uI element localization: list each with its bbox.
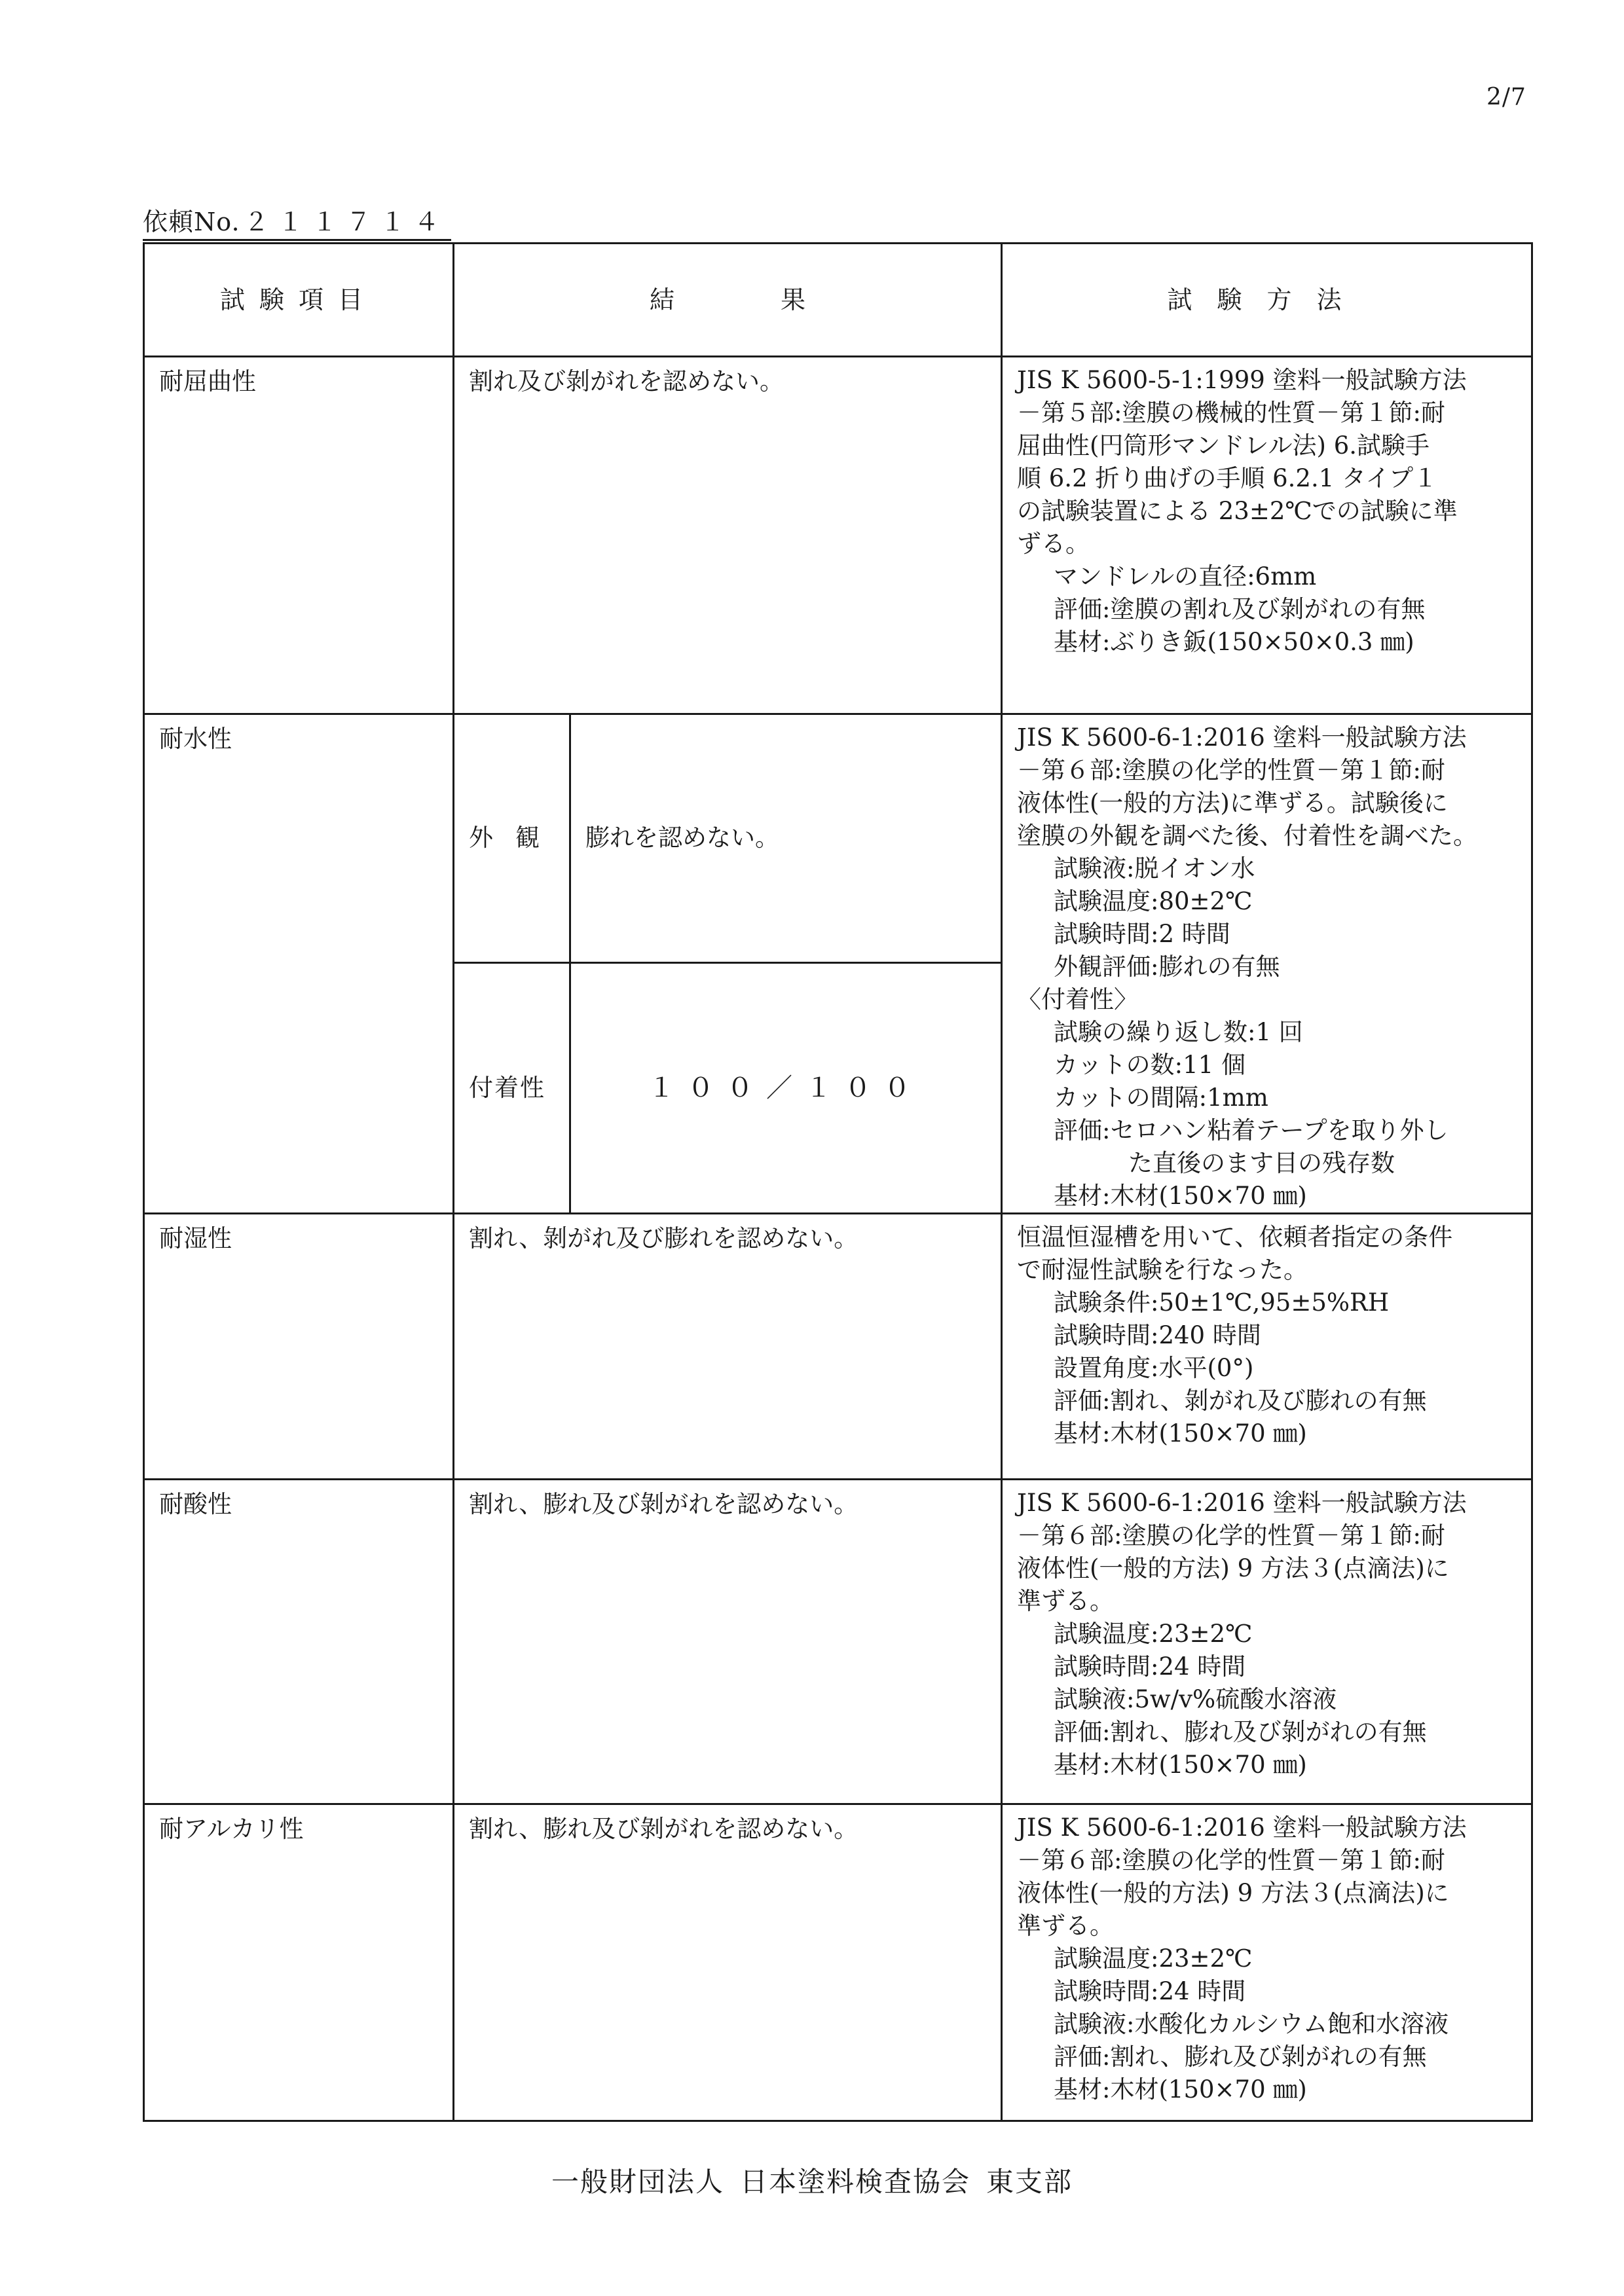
footer-branch: 東支部 (986, 2166, 1073, 2198)
method-line: JIS K 5600-5-1:1999 塗料一般試験方法 (1017, 366, 1467, 394)
method-param: 基材:木材(150×70 ㎜) (1054, 1751, 1307, 1779)
method-line: ずる。 (1017, 530, 1090, 558)
header-test-method: 試験方法 (1002, 244, 1532, 357)
method-param: 試験液:水酸化カルシウム飽和水溶液 (1054, 2010, 1449, 2038)
method-line: 塗膜の外観を調べた後、付着性を調べた。 (1017, 822, 1477, 850)
method-param: 基材:ぶりき鈑(150×50×0.3 ㎜) (1054, 628, 1414, 656)
table-row (144, 357, 1532, 714)
result-alkali: 割れ、膨れ及び剝がれを認めない。 (454, 1804, 1002, 2121)
result-acid: 割れ、膨れ及び剝がれを認めない。 (454, 1480, 1002, 1804)
method-param: 試験温度:80±2℃ (1054, 887, 1253, 915)
method-line: 液体性(一般的方法) 9 方法３(点滴法)に (1017, 1554, 1449, 1582)
table-header-row (144, 244, 1532, 357)
test-item-water: 耐水性 (144, 714, 454, 1214)
method-substrate: 基材:木材(150×70 ㎜) (1054, 1182, 1307, 1210)
table-row (144, 1214, 1532, 1480)
test-item-bending: 耐屈曲性 (144, 357, 454, 714)
method-param: 試験時間:24 時間 (1054, 1652, 1246, 1681)
adhesion-param: 評価:セロハン粘着テープを取り外し (1054, 1116, 1449, 1144)
method-line: －第６部:塗膜の化学的性質－第１節:耐 (1017, 1846, 1445, 1874)
result-water-appearance: 膨れを認めない。 (570, 714, 1002, 963)
request-number (143, 202, 451, 241)
method-line: 準ずる。 (1017, 1912, 1114, 1940)
method-bending (1002, 357, 1532, 714)
request-label: 依頼No. (143, 208, 240, 236)
method-param: 基材:木材(150×70 ㎜) (1054, 1419, 1307, 1448)
method-line: JIS K 5600-6-1:2016 塗料一般試験方法 (1017, 1813, 1467, 1842)
sub-label-adhesion: 付着性 (454, 962, 570, 1213)
method-line: 液体性(一般的方法)に準ずる。試験後に (1017, 789, 1448, 817)
method-line: －第５部:塗膜の機械的性質－第１節:耐 (1017, 399, 1445, 427)
table-row (144, 1480, 1532, 1804)
header-result-right: 果 (780, 285, 805, 314)
adhesion-param: 試験の繰り返し数:1 回 (1054, 1018, 1303, 1046)
method-line: 液体性(一般的方法) 9 方法３(点滴法)に (1017, 1879, 1449, 1907)
test-results-table (143, 242, 1533, 2122)
table-row (144, 1804, 1532, 2121)
method-line: 恒温恒湿槽を用いて、依頼者指定の条件 (1017, 1223, 1453, 1251)
method-water (1002, 714, 1532, 1214)
method-param: 設置角度:水平(0°) (1054, 1354, 1254, 1382)
test-item-acid: 耐酸性 (144, 1480, 454, 1804)
method-param: 試験液:5w/v%硫酸水溶液 (1054, 1685, 1337, 1713)
result-humidity: 割れ、剝がれ及び膨れを認めない。 (454, 1214, 1002, 1480)
sub-label-appearance: 外観 (454, 714, 570, 963)
method-line: の試験装置による 23±2℃での試験に準 (1017, 497, 1458, 525)
adhesion-param: カットの間隔:1mm (1054, 1084, 1268, 1112)
method-param: 評価:割れ、膨れ及び剝がれの有無 (1054, 1718, 1427, 1746)
method-param: 試験条件:50±1℃,95±5%RH (1054, 1288, 1390, 1317)
footer-org-name: 日本塗料検査協会 (739, 2166, 970, 2198)
method-line: 準ずる。 (1017, 1587, 1114, 1615)
method-acid (1002, 1480, 1532, 1804)
method-param: 試験時間:24 時間 (1054, 1977, 1246, 2005)
test-item-alkali: 耐アルカリ性 (144, 1804, 454, 2121)
result-water-adhesion: １００／１００ (570, 962, 1002, 1213)
method-line: JIS K 5600-6-1:2016 塗料一般試験方法 (1017, 723, 1467, 752)
method-param: 試験液:脱イオン水 (1054, 854, 1255, 883)
footer-organization (0, 2160, 1624, 2200)
result-bending: 割れ及び剝がれを認めない。 (454, 357, 1002, 714)
method-param: 評価:塗膜の割れ及び剝がれの有無 (1054, 595, 1426, 623)
table-row (144, 714, 1532, 963)
method-param: 外観評価:膨れの有無 (1054, 953, 1280, 981)
method-line: で耐湿性試験を行なった。 (1017, 1256, 1308, 1284)
method-param: 試験温度:23±2℃ (1054, 1944, 1253, 1973)
page-number: 2/7 (1486, 84, 1526, 111)
adhesion-param-cont: た直後のます目の残存数 (1128, 1149, 1395, 1177)
request-number-value: ２１１７１４ (244, 208, 449, 236)
method-line: －第６部:塗膜の化学的性質－第１節:耐 (1017, 1522, 1445, 1550)
test-item-humidity: 耐湿性 (144, 1214, 454, 1480)
header-test-item: 試験項目 (144, 244, 454, 357)
method-param: 評価:割れ、剝がれ及び膨れの有無 (1054, 1387, 1427, 1415)
footer-org-type: 一般財団法人 (551, 2166, 724, 2198)
method-line: 屈曲性(円筒形マンドレル法) 6.試験手 (1017, 431, 1430, 460)
method-param: 試験時間:2 時間 (1054, 920, 1230, 948)
method-param: 試験時間:240 時間 (1054, 1321, 1261, 1349)
method-param: 試験温度:23±2℃ (1054, 1620, 1253, 1648)
method-alkali (1002, 1804, 1532, 2121)
method-humidity (1002, 1214, 1532, 1480)
header-result-left: 結 (649, 285, 674, 314)
method-param: 基材:木材(150×70 ㎜) (1054, 2075, 1307, 2104)
header-result (454, 244, 1002, 357)
adhesion-heading: 〈付着性〉 (1017, 985, 1138, 1013)
adhesion-param: カットの数:11 個 (1054, 1051, 1246, 1079)
method-param: マンドレルの直径:6mm (1054, 562, 1317, 591)
method-line: 順 6.2 折り曲げの手順 6.2.1 タイプ１ (1017, 464, 1438, 492)
method-line: －第６部:塗膜の化学的性質－第１節:耐 (1017, 756, 1445, 784)
method-line: JIS K 5600-6-1:2016 塗料一般試験方法 (1017, 1489, 1467, 1517)
method-param: 評価:割れ、膨れ及び剝がれの有無 (1054, 2043, 1427, 2071)
